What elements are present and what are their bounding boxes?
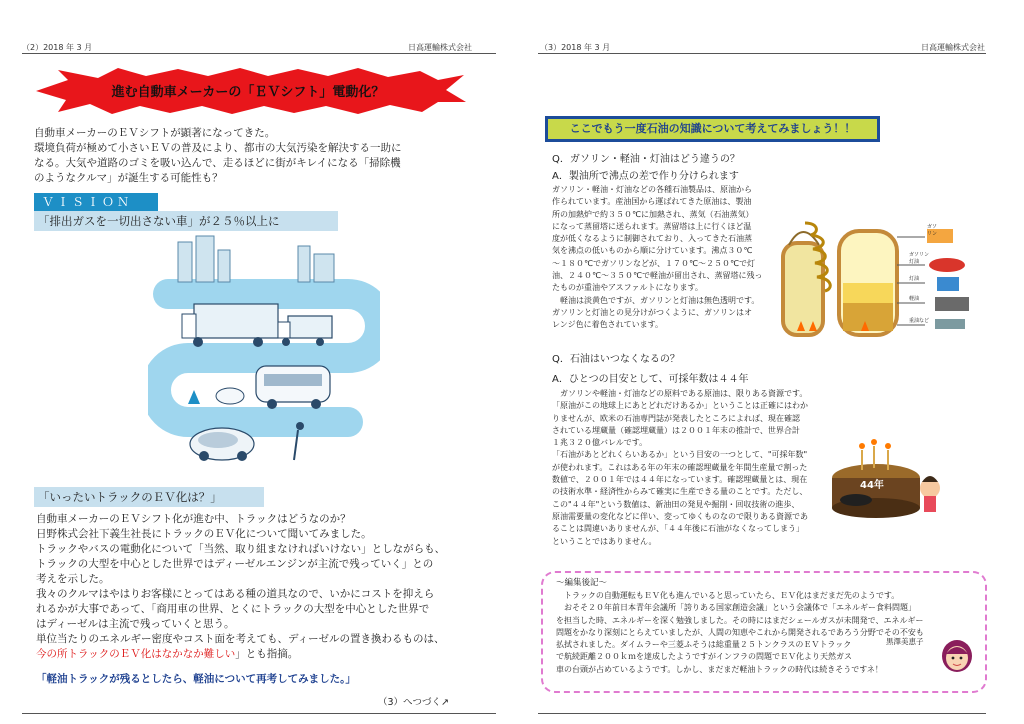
right-footer-rule [538,713,986,714]
left-intro-text: 自動車メーカーのＥＶシフトが顕著になってきた。 環境負荷が極めて小さいＥＶの普及により、都市の大気汚染を解決する一助に なる。大気や道路のゴミを吸い込んで、走るほどに街がキレイになる「掃除機 のようなクルマ」が誕生する可能性も？ [34,127,402,184]
right-header-rule [538,53,986,54]
answer-1: A．製油所で沸点の差で作り分けられます [552,171,739,182]
after-red-text: 」とも指摘。 [235,648,299,660]
ship-icon [935,319,965,329]
left-red-line [36,647,486,662]
editor-signature: 黒澤美恵子 [886,637,924,646]
left-title-banner [28,66,468,116]
question-2: Q．石油はいつなくなるの？ [552,354,680,365]
right-header-date: （3）2018 年 3 月 [540,43,611,52]
label-gas: ガソ リン [927,224,938,237]
left-header-date: （2）2018 年 3 月 [22,43,93,52]
label-gasoline: ガソリン 灯油 [909,252,930,265]
right-banner [545,116,880,142]
heater-icon [937,277,959,291]
ev-city-illustration [148,234,380,470]
truck-large-icon [182,304,278,347]
left-header-company: 日高運輸株式会社 [408,43,472,52]
vision-label: ＶＩＳＩＯＮ [34,193,158,211]
right-banner-text: ここでもう一度石油の知識について考えてみましょう！！ [548,119,877,139]
paragraph-1: ガソリン・軽油・灯油などの各種石油製品は、原油から 作られています。産油国から運ばれてきた原油は、製油 所の加熱炉で約３５０℃に加熱され、蒸気（石油蒸気） になって蒸留塔に送られます。蒸留塔は上に行くほど温 度が低くなるように制御されており、入ってきた石油蒸 気を沸点の低いものから順に分けています。沸点３０℃ ～１８０℃でガソリンなどが、１７０℃～２５０℃で灯 油、２４０℃～３５０℃で軽油が留出され、蒸留塔に残っ たものが重油やアスファルトになります。 軽油は淡黄色ですが、ガソリンと灯油は無色透明です。 ガソリンと灯油との見分けがつくように、ガソリンはオ レンジ色に着色されています。 [552,185,763,330]
oil-cake-illustration [826,430,946,520]
distillation-diagram [775,213,975,338]
truck-icon [935,297,969,311]
label-kerosene: 灯油 [909,276,920,282]
label-diesel: 軽油 [909,296,920,302]
editor-avatar [940,638,974,678]
left-body-text: 自動車メーカーのＥＶシフト化が進む中、トラックはどうなのか？ 日野株式会社下義生社長にトラックのＥＶ化について聞いてみました。 トラックやバスの電動化について「当然、取り組まなければいけない」としながらも、 トラックの大型を中心とした世界ではディーゼルエンジンが主流で残っていく」との 考えを示した。 我々のクルマはやはりお客様にとってはある種の道具なので、いかにコストを抑えら れるかが大事であって、「商用車の世界、とくにトラックの大型を中心とした世界で はディーゼルは主流で残っていくと思う。 単位当たりのエネルギー密度やコスト面を考えても、ディーゼルの置き換わるものは、 [36,513,446,645]
continued-link[interactable]: （3）へつづく↗ [378,697,450,708]
label-heavy-oil: 重油など [909,318,930,324]
editor-note-title: ～編集後記～ [556,578,608,588]
left-footer-rule [22,713,496,714]
car-icon [929,258,965,272]
question-1: Q．ガソリン・軽油・灯油はどう違うの？ [552,154,740,165]
right-header-company: 日高運輸株式会社 [921,43,985,52]
red-highlight-text: 今の所トラックのＥＶ化はなかなか難しい [36,648,236,660]
paragraph-2: ガソリンや軽油・灯油などの原料である原油は、限りある資源です。 「原油がこの地球上にあとどれだけあるか」ということは正確にはわか りませんが、欧米の石油専門誌が発表したところによれば、現在確認 されている埋蔵量（確認埋蔵量）は２００１年末の推計で、世界合計 １兆３２０億バレルです。 「石油があとどれくらいあるか」という目安の一つとして、"可採年数" が使われます。これはある年の年末の確認埋蔵量を年間生産量で割った 数値で、２００１年では４４年になっています。確認埋蔵量とは、現在 の技術水準・経済性からみて確実に生産できる量のことです。ただし、 この"４４年"という数値は、新油田の発見や掘削・回収技術の進歩、 原油需要量の変化などに伴い、変ってゆくものなので限りある資源であ ることは間違いありませんが、「４４年後に石油がなくなってしまう」 ということではありません。 [552,389,808,546]
left-header-rule [22,53,496,54]
years-badge: 44年 [860,480,884,491]
vision-subtitle: 「排出ガスを一切出さない車」が２５％以上に [34,211,338,231]
left-title-text: 進む自動車メーカーの「ＥＶシフト」電動化？ [111,85,385,100]
editor-note-text: トラックの自動運転もＥＶ化も進んでいると思っていたら、ＥＶ化はまだまだ先のようです。 おそそ２０年前日本青年会議所「誇りある国家創造会議」という会議体で「エネルギー食料問題」 を担当した時、エネルギーを深く勉強しました。その時にはまだシェールガスが未開発で、エネルギー 問題をかなり深刻にとらえていましたが、人間の知恵やこれから開発されるであろう分野でその不安も 払拭されました。ダイムラーや三菱ふそうは総重量２５トンクラスのＥＶトラック で航続距離２００ｋｍを達成したようですがインフラの問題でＥＶ化より天然ガス 車の台頭が占めているようです。しかし、まだまだ軽油トラックの時代は続きそうですネ！ [556,591,924,674]
left-conclusion: 「軽油トラックが残るとしたら、軽油について再考してみました。」 [36,673,356,685]
answer-2: A．ひとつの目安として、可採年数は４４年 [552,374,749,385]
section2-title: 「いったいトラックのＥＶ化は？」 [34,487,264,507]
